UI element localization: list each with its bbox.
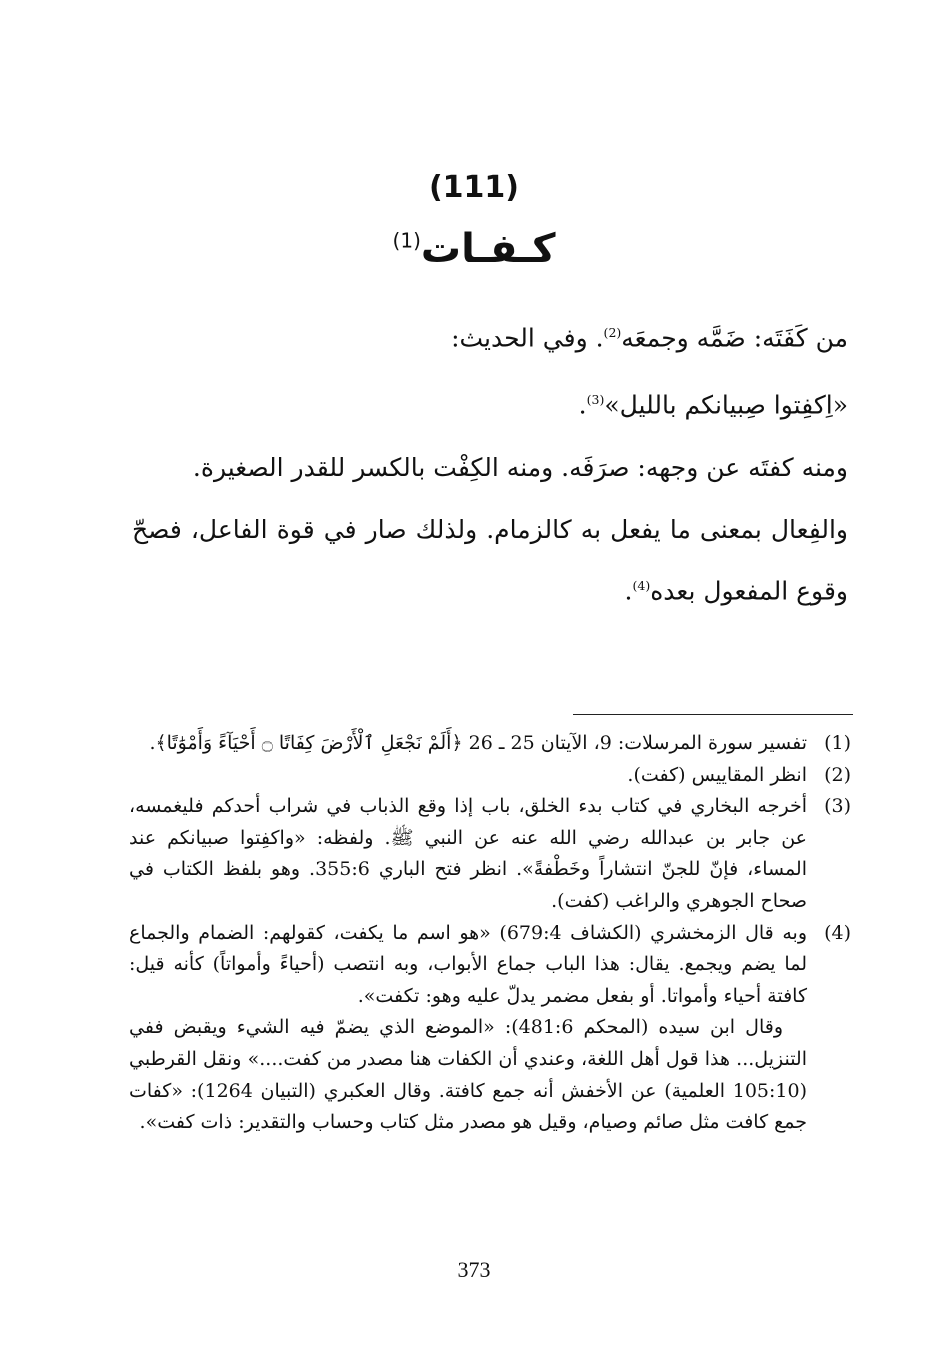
- footnote-2-number: (2): [824, 763, 851, 786]
- footnote-4-paragraph-2: وقال ابن سيده (المحكم 481:6): «الموضع الذي يضمّ فيه الشيء ويقبض ففي التنزيل... هذا قول أهل اللغة، وعندي أن الكفات هنا مصدر من كفت....» ونقل القرطبي (105:10 العلمية) عن الأخفش أنه جمع كافتة. وقال العكبري (التبيان 1264): «كفات جمع كافت مثل صائم وصيام، وقيل هو مصدر مثل كتاب وحساب والتقدير: ذات كفت».: [129, 1016, 808, 1134]
- footnote-ref-2: (2): [603, 325, 622, 340]
- body-paragraph-fiaal-text: والفِعال بمعنى ما يفعل به كالزمام. ولذلك صار في قوة الفاعل، فصحّ وقوع المفعول بعده: [132, 514, 848, 605]
- footnote-ref-4: (4): [632, 577, 651, 593]
- main-text: [132, 305, 848, 625]
- page-number: 373: [457, 1257, 491, 1282]
- entry-title-word: كـفـات: [420, 226, 556, 272]
- body-line-meaning: ومنه كفتَه عن وجهه: صرَفَه. ومنه الكِفْت بالكسر للقدر الصغيرة.: [192, 452, 848, 482]
- footnote-2-text: انظر المقاييس (كفت).: [627, 763, 807, 786]
- footnote-4-number: (4): [824, 921, 851, 944]
- body-line-hadith: [132, 372, 848, 433]
- footnote-3-text: أخرجه البخاري في كتاب بدء الخلق، باب إذا وقع الذباب في شراب أحدكم فليغمسه، عن جابر بن عبدالله رضي الله عنه عن النبي ﷺ. ولفظه: «واكفِتوا صبيانكم عند المساء، فإنّ للجنّ انتشاراً وخَطْفةً». انظر فتح الباري 355:6. وهو بلفظ الكتاب في صحاح الجوهري والراغب (كفت).: [129, 795, 808, 912]
- footnote-4: [129, 918, 851, 1139]
- entry-title: [0, 226, 948, 272]
- entry-number: (111): [428, 170, 520, 205]
- footnote-separator: [573, 714, 853, 715]
- footnote-1: [129, 728, 851, 760]
- footnotes: [129, 728, 851, 1139]
- body-line-hadith-text: «اِكفِتوا صِبيانكم بالليل»: [604, 390, 848, 420]
- footnote-1-number: (1): [824, 732, 851, 754]
- footnote-1-text: تفسير سورة المرسلات: 9، الآيتان 25 ـ 26 ﴿أَلَمْ نَجْعَلِ ٱلْأَرْضَ كِفَاتًا ۝ أَحْيَآءً وَأَمْوَٰتًا﴾.: [149, 732, 807, 754]
- body-line-definition-text: من كَفَتَه: ضَمَّه وجمعَه: [621, 323, 848, 353]
- footnote-3-number: (3): [824, 795, 851, 818]
- footnote-ref-1: (1): [392, 228, 421, 253]
- footnote-4-text: وبه قال الزمخشري (الكشاف 679:4) «هو اسم ما يكفت، كقولهم: الضمام والجماع لما يضم ويجمع. يقال: هذا الباب جماع الأبواب، وبه انتصب (أحياءً وأمواتاً) كأنه قيل: كافتة أحياء وأمواتا. أو بفعل مضمر يدلّ عليه وهو: تكفت».: [129, 921, 807, 1007]
- body-paragraph-fiaal: [132, 502, 848, 619]
- body-line-definition-tail: . وفي الحديث:: [451, 323, 604, 353]
- footnote-ref-3: (3): [586, 392, 605, 408]
- body-line-definition: [132, 305, 848, 366]
- body-line-hadith-tail: .: [578, 390, 587, 420]
- footnote-2: [129, 760, 851, 792]
- body-paragraph-fiaal-tail: .: [624, 575, 633, 605]
- footnote-3: [129, 791, 851, 917]
